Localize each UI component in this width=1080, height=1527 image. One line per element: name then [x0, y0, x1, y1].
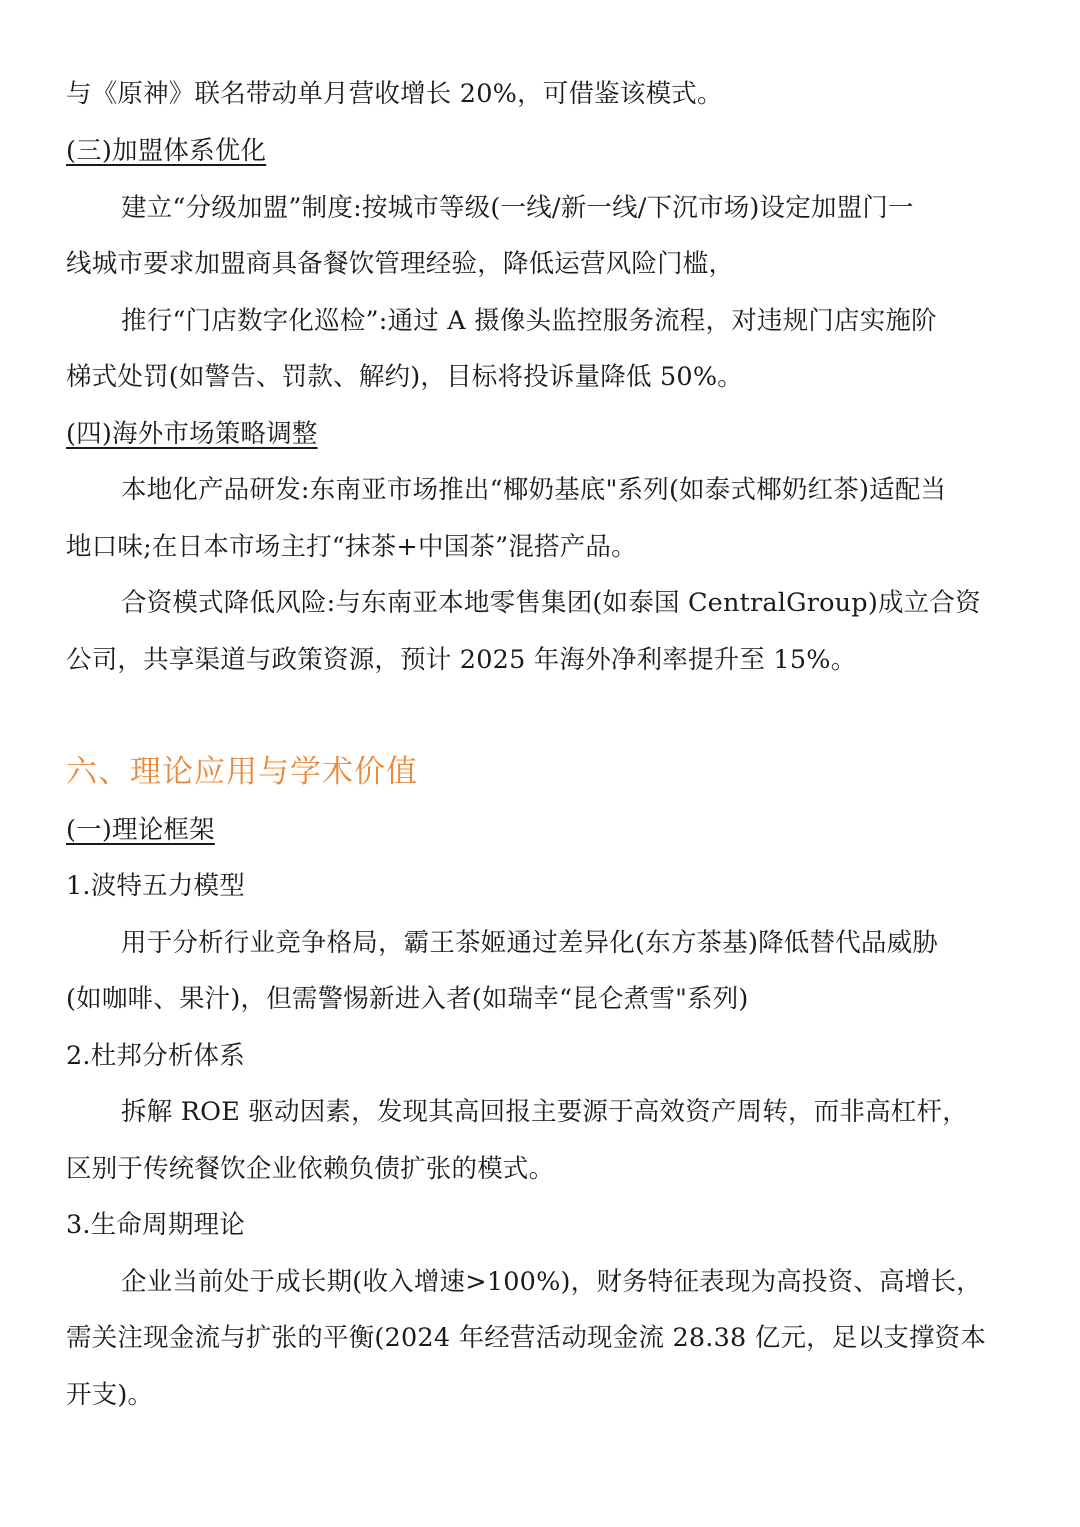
paragraph-line: 与《原神》联名带动单月营收增长 20%，可借鉴该模式。: [66, 79, 723, 109]
paragraph-line: 拆解 ROE 驱动因素，发现其高回报主要源于高效资产周转，而非高杠杆，: [121, 1097, 968, 1127]
paragraph-line: 线城市要求加盟商具备餐饮管理经验，降低运营风险门槛，: [66, 249, 735, 279]
theory-title-lifecycle: 3.生命周期理论: [66, 1210, 245, 1240]
paragraph-line: 需关注现金流与扩张的平衡(2024 年经营活动现金流 28.38 亿元，足以支撑资本: [66, 1323, 987, 1353]
paragraph-line: 地口味;在日本市场主打“抹茶+中国茶”混搭产品。: [66, 532, 637, 562]
paragraph-line: 公司，共享渠道与政策资源，预计 2025 年海外净利率提升至 15%。: [66, 645, 857, 675]
paragraph-line: 用于分析行业竞争格局，霸王茶姬通过差异化(东方茶基)降低替代品威胁: [121, 928, 938, 958]
paragraph-line: 建立“分级加盟”制度:按城市等级(一线/新一线/下沉市场)设定加盟门一: [121, 193, 914, 223]
subheading-franchise: (三)加盟体系优化: [66, 136, 267, 166]
section-title: 六、理论应用与学术价值: [66, 754, 418, 790]
theory-title-dupont: 2.杜邦分析体系: [66, 1041, 245, 1071]
paragraph-line: 企业当前处于成长期(收入增速>100%)，财务特征表现为高投资、高增长，: [121, 1267, 982, 1297]
paragraph-line: 合资模式降低风险:与东南亚本地零售集团(如泰国 CentralGroup)成立合资: [121, 588, 981, 618]
paragraph-line: 开支)。: [66, 1380, 154, 1410]
subheading-framework: (一)理论框架: [66, 815, 215, 845]
paragraph-line: (如咖啡、果汁)，但需警惕新进入者(如瑞幸“昆仑煮雪"系列): [66, 984, 749, 1014]
paragraph-line: 区别于传统餐饮企业依赖负债扩张的模式。: [66, 1154, 555, 1184]
paragraph-line: 梯式处罚(如警告、罚款、解约)，目标将投诉量降低 50%。: [66, 362, 743, 392]
paragraph-line: 推行“门店数字化巡检”:通过 A 摄像头监控服务流程，对违规门店实施阶: [121, 306, 937, 336]
paragraph-line: 本地化产品研发:东南亚市场推出“椰奶基底"系列(如泰式椰奶红茶)适配当: [121, 475, 947, 505]
subheading-overseas: (四)海外市场策略调整: [66, 419, 318, 449]
theory-title-porter: 1.波特五力模型: [66, 871, 245, 901]
